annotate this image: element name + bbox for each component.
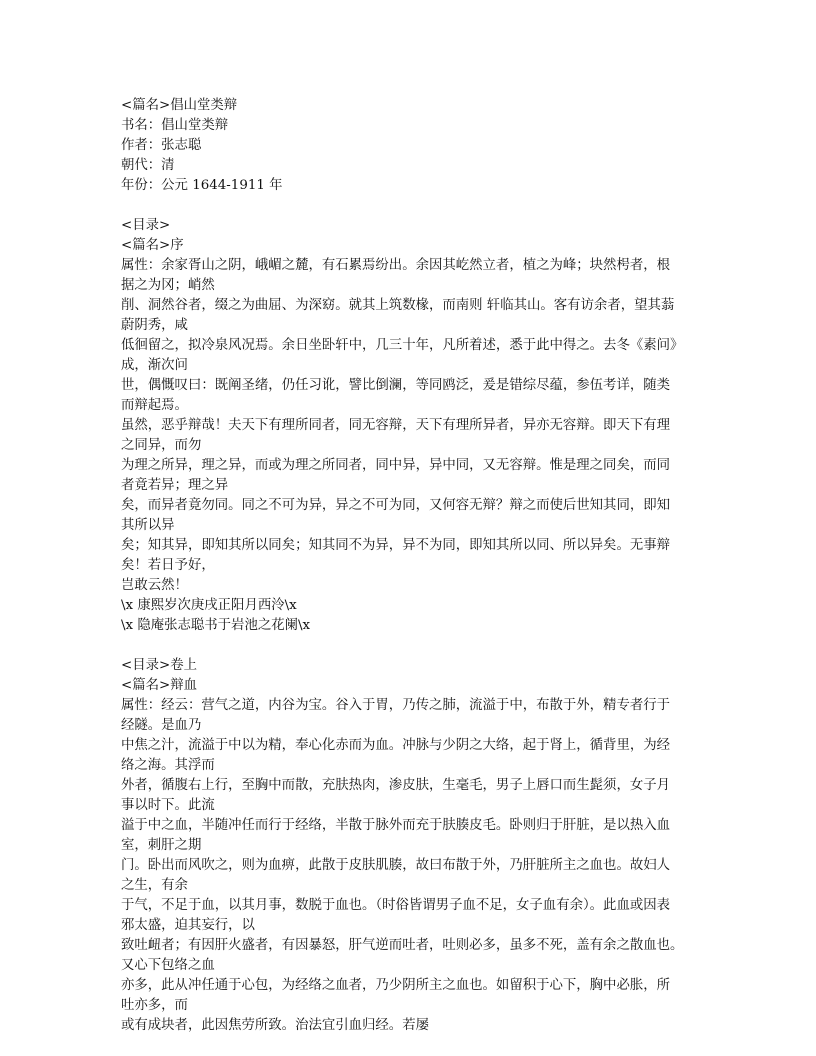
header-chapter: <篇名>倡山堂类辩: [121, 98, 238, 113]
text-line: 之生，有余: [121, 878, 188, 893]
text-line: 又心下包络之血: [121, 958, 215, 973]
document-page: [121, 96, 701, 1036]
years: 年份：公元 1644-1911 年: [121, 178, 283, 193]
blood-body: [121, 696, 701, 1036]
text-line: 吐亦多，而: [121, 998, 188, 1013]
text-line: 成，渐次问: [121, 358, 188, 373]
text-line: 于气，不足于血，以其月事，数脱于血也。（时俗皆谓男子血不足，女子血有余）。此血或因表: [121, 898, 671, 913]
text-line: 矣；知其异，即知其所以同矣；知其同不为异，异不为同，即知其所以同、所以异矣。无事辩: [121, 538, 671, 553]
chapter-title-preface: <篇名>序: [121, 238, 184, 253]
dynasty: 朝代：清: [121, 158, 175, 173]
text-line: 蔚阴秀，咸: [121, 318, 188, 333]
text-line: 矣！若日予好，: [121, 558, 215, 573]
text-line: 之同异，而勿: [121, 438, 202, 453]
chapter-title-blood: <篇名>辩血: [121, 678, 198, 693]
text-line: 溢于中之血，半随冲任而行于经络，半散于脉外而充于肤腠皮毛。卧则归于肝脏，是以热入血: [121, 818, 671, 833]
text-line: 络之海。其浮而: [121, 758, 215, 773]
toc-volume: <目录>卷上: [121, 658, 198, 673]
spacer: [121, 636, 701, 656]
text-line: 经隧。是血乃: [121, 718, 202, 733]
text-line: 室，刺肝之期: [121, 838, 202, 853]
text-line: 外者，循腹右上行，至胸中而散，充肤热肉，渗皮肤，生毫毛，男子上唇口而生髭须，女子月: [121, 778, 671, 793]
signature-line: \x 康熙岁次庚戌正阳月西泠\x: [121, 598, 297, 613]
book-title: 书名：倡山堂类辩: [121, 118, 229, 133]
text-line: 致吐衄者；有因肝火盛者，有因暴怒，肝气逆而吐者，吐则必多，虽多不死，盖有余之散血也。: [121, 938, 684, 953]
text-line: 属性：余家胥山之阴，峨嵋之麓，有石累焉纷出。余因其屹然立者，植之为峰；块然枵者，根: [121, 258, 671, 273]
text-line: 或有成块者，此因焦劳所致。治法宜引血归经。若屡: [121, 1018, 429, 1033]
text-line: 岂敢云然！: [121, 578, 188, 593]
text-line: 而辩起焉。: [121, 398, 188, 413]
text-line: 其所以异: [121, 518, 175, 533]
text-line: 门。卧出而风吹之，则为血痹，此散于皮肤肌腠，故曰布散于外，乃肝脏所主之血也。故妇人: [121, 858, 671, 873]
text-line: 事以时下。此流: [121, 798, 215, 813]
text-line: 世，偶慨叹曰：既阐圣绪，仍任习讹，譬比倒澜，等同鸥泛，爰是错综尽蕴，参伍考详，随类: [121, 378, 671, 393]
text-line: 中焦之汁，流溢于中以为精，奉心化赤而为血。冲脉与少阴之大络，起于肾上，循背里，为经: [121, 738, 671, 753]
spacer: [121, 196, 701, 216]
author: 作者：张志聪: [121, 138, 202, 153]
text-line: 邪太盛，迫其妄行，以: [121, 918, 255, 933]
text-line: 矣，而异者竟勿同。同之不可为异，异之不可为同，又何容无辩？辩之而使后世知其同，即知: [121, 498, 671, 513]
text-line: 据之为冈；峭然: [121, 278, 215, 293]
preface-body: [121, 256, 701, 636]
text-line: 削、洞然谷者，缀之为曲屈、为深窈。就其上筑数椽，而南则 轩临其山。客有访余者，望其蓊: [121, 298, 675, 313]
text-line: 为理之所异，理之异，而或为理之所同者，同中异，异中同，又无容辩。惟是理之同矣，而同: [121, 458, 671, 473]
signature-line: \x 隐庵张志聪书于岩池之花阑\x: [121, 618, 311, 633]
text-line: 亦多，此从冲任通于心包，为经络之血者，乃少阴所主之血也。如留积于心下，胸中必胀，所: [121, 978, 671, 993]
toc-marker: <目录>: [121, 218, 171, 233]
text-line: 虽然，恶乎辩哉！夫天下有理所同者，同无容辩，天下有理所异者，异亦无容辩。即天下有理: [121, 418, 671, 433]
text-line: 低徊留之，拟冷泉风况焉。余日坐卧轩中，几三十年，凡所着述，悉于此中得之。去冬《素问》: [121, 338, 684, 353]
text-line: 者竟若异；理之异: [121, 478, 229, 493]
text-line: 属性：经云：营气之道，内谷为宝。谷入于胃，乃传之肺，流溢于中，布散于外，精专者行于: [121, 698, 671, 713]
